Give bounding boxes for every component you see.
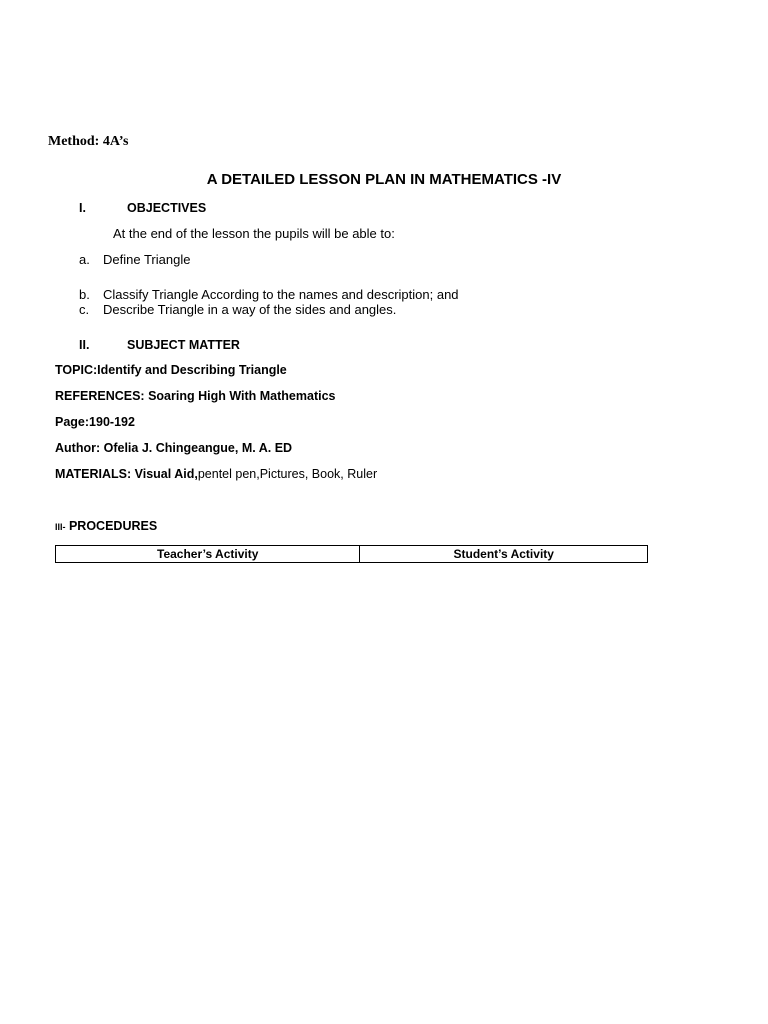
objectives-heading: OBJECTIVES — [127, 201, 207, 215]
student-activity-header: Student’s Activity — [360, 546, 648, 563]
page-label: Page: — [55, 415, 90, 429]
procedures-heading: PROCEDURES — [65, 519, 158, 533]
procedures-heading-line — [55, 519, 157, 533]
objective-b-letter: b. — [79, 287, 90, 302]
materials-line — [55, 467, 377, 481]
author-label: Author: — [55, 441, 104, 455]
author-value: Ofelia J. Chingeangue, M. A. ED — [103, 441, 293, 455]
method-label: Method: 4A’s — [48, 134, 129, 149]
objective-b-text: Classify Triangle According to the names and description; and — [103, 287, 459, 302]
page-line — [55, 415, 135, 429]
subject-matter-heading: SUBJECT MATTER — [127, 338, 240, 352]
references-value: Soaring High With Mathematics — [148, 389, 336, 403]
subject-matter-number: II. — [79, 338, 90, 352]
objective-c-text: Describe Triangle in a way of the sides and angles. — [103, 302, 397, 317]
topic-label: TOPIC: — [55, 363, 98, 377]
materials-value: pentel pen,Pictures, Book, Ruler — [197, 467, 378, 481]
objectives-number: I. — [79, 201, 86, 215]
materials-label: MATERIALS: — [55, 467, 135, 481]
topic-value: Identify and Describing Triangle — [97, 363, 287, 377]
objective-c-letter: c. — [79, 302, 90, 317]
references-line — [55, 389, 335, 403]
objective-a-text: Define Triangle — [103, 252, 191, 267]
author-line — [55, 441, 292, 455]
materials-value-bold: Visual Aid, — [134, 467, 198, 481]
objectives-intro: At the end of the lesson the pupils will be able to: — [113, 226, 395, 241]
page-value: 190-192 — [89, 415, 135, 429]
topic-line — [55, 363, 287, 377]
teacher-activity-header: Teacher’s Activity — [56, 546, 360, 563]
procedures-number: III- — [55, 522, 66, 532]
objective-a-letter: a. — [79, 252, 90, 267]
document-title: A DETAILED LESSON PLAN IN MATHEMATICS -IV — [206, 171, 562, 188]
table-header-row — [56, 546, 648, 563]
procedures-table — [55, 545, 648, 563]
references-label: REFERENCES: — [55, 389, 149, 403]
